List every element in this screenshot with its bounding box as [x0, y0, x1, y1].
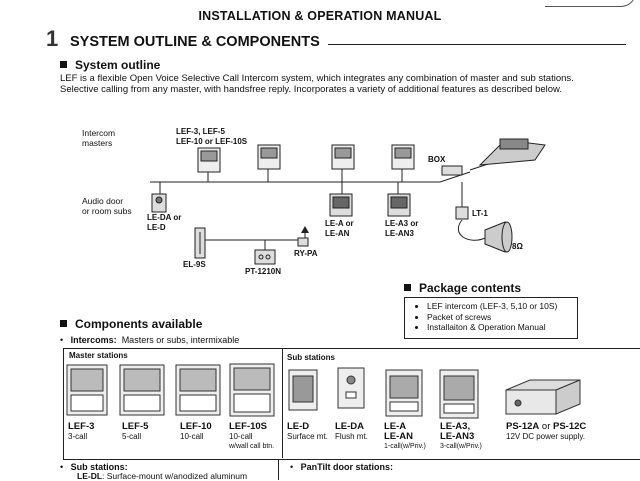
sub-le-a	[384, 422, 426, 452]
le-dl-name: LE-DL	[77, 471, 103, 481]
pt1210n-label: PT-1210N	[245, 267, 282, 276]
le-a-image	[386, 370, 422, 416]
section-title: SYSTEM OUTLINE & COMPONENTS	[70, 34, 320, 50]
sub-unit-le-da	[152, 194, 166, 212]
package-item: • Packet of screws	[427, 312, 577, 323]
lt1-transformer	[456, 207, 468, 219]
package-item: • Installaiton & Operation Manual	[427, 322, 577, 333]
master-unit-2	[258, 145, 280, 169]
le-a-label: LE-A or LE-AN	[325, 219, 354, 238]
master-desc: 10-call	[229, 432, 253, 441]
bullet-square-icon	[60, 320, 67, 327]
ry-pa-unit	[298, 238, 308, 246]
le-a3-label: LE-A3 or LE-AN3	[385, 219, 419, 238]
power-supply	[506, 422, 586, 442]
sub-unit-le-a	[330, 194, 352, 216]
lef-3-image	[67, 365, 107, 415]
sub-desc: Surface mt.	[287, 432, 328, 441]
lef-models-label-1: LEF-3, LEF-5	[176, 127, 225, 136]
lt1-label: LT-1	[472, 209, 488, 218]
components-heading	[60, 317, 202, 331]
system-outline-heading-text: System outline	[75, 58, 161, 72]
pantilt-bullet: • PanTilt door stations:	[290, 462, 393, 472]
el9s-unit	[195, 228, 205, 258]
console-unit	[480, 139, 545, 165]
master-stations-label: Master stations	[69, 351, 128, 360]
power-supply-or: or	[539, 421, 553, 432]
sub-le-a3	[440, 422, 482, 452]
sub-le-da	[335, 422, 368, 442]
le-da-label: LE-DA or LE-D	[147, 213, 182, 232]
package-item: • LEF intercom (LEF-3, 5,10 or 10S)	[427, 301, 577, 312]
sub-name: LE-A3,	[440, 421, 471, 432]
ohm-label: 8Ω	[512, 242, 523, 251]
master-unit-3	[332, 145, 354, 169]
master-lef-5	[122, 422, 148, 442]
master-unit-4	[392, 145, 414, 169]
master-desc: 10-call	[180, 432, 204, 441]
power-supply-name-a: PS-12A	[506, 421, 540, 432]
ry-pa-label: RY-PA	[294, 249, 318, 258]
sub-stations-bullet: • Sub stations:	[60, 462, 128, 472]
lef-10-image	[176, 365, 220, 415]
manual-title: INSTALLATION & OPERATION MANUAL	[198, 9, 442, 23]
sub-name: LE-A	[384, 421, 407, 432]
le-d-image	[289, 370, 317, 410]
le-dl-desc: : Surface-mount w/anodized aluminum	[102, 471, 248, 481]
pantilt-label: PanTilt door stations:	[300, 462, 393, 472]
intercoms-label: Intercoms:	[70, 335, 117, 345]
master-name: LEF-10S	[229, 421, 268, 432]
le-da-image	[338, 368, 364, 408]
sub-le-d	[287, 422, 328, 442]
el9s-label: EL-9S	[183, 260, 206, 269]
sub-stations-bullet-label: Sub stations:	[70, 462, 128, 472]
master-lef-10s	[229, 422, 274, 451]
sub-desc: Flush mt.	[335, 432, 368, 441]
sub-unit-le-a3	[388, 194, 410, 216]
intercom-masters-label: Intercom masters	[82, 128, 116, 148]
horn-speaker-icon	[485, 222, 512, 252]
component-images	[0, 340, 640, 460]
bullet-square-icon	[404, 284, 411, 291]
pt1210n-unit	[255, 250, 275, 264]
sub-name: LE-DA	[335, 421, 365, 432]
master-lef-3	[68, 422, 94, 442]
intercoms-text: Masters or subs, intermixable	[121, 335, 240, 345]
arrow-up-icon	[301, 226, 309, 233]
master-desc: 3-call	[68, 432, 88, 441]
lower-divider	[278, 460, 279, 480]
master-name: LEF-3	[68, 421, 95, 432]
junction-box	[442, 166, 462, 175]
intercoms-line: • Intercoms: Masters or subs, intermixable	[60, 335, 240, 345]
master-lef-10	[180, 422, 212, 442]
power-supply-name	[506, 422, 586, 432]
lef-10s-image	[230, 364, 274, 416]
master-desc-extra: w/wall call btn.	[229, 442, 275, 450]
components-heading-text: Components available	[75, 317, 203, 331]
lef-models-label-2: LEF-10 or LEF-10S	[176, 137, 248, 146]
package-contents-heading-text: Package contents	[419, 281, 522, 295]
master-name: LEF-5	[122, 421, 149, 432]
ps-12-image	[506, 380, 580, 414]
sub-name: LE-D	[287, 421, 310, 432]
power-supply-desc: 12V DC power supply.	[506, 432, 585, 441]
power-supply-name-b: PS-12C	[553, 421, 587, 432]
audio-door-label: Audio door or room subs	[82, 196, 132, 216]
sub-stations-label: Sub stations	[287, 353, 336, 362]
section-number: 1	[46, 26, 59, 51]
system-outline-paragraph: LEF is a flexible Open Voice Selective Call Intercom system, which integrates any combination of master and sub stations. Selective calling from any master, with handsfree reply. Incorporates a variety of additional features as described below.	[60, 73, 574, 95]
sub-name-alt: LE-AN	[384, 431, 414, 442]
le-a3-image	[440, 370, 478, 418]
package-contents-box	[404, 297, 578, 339]
master-desc: 5-call	[122, 432, 142, 441]
master-name: LEF-10	[180, 421, 212, 432]
package-contents-heading	[404, 281, 521, 295]
master-unit-1	[198, 148, 220, 172]
lef-5-image	[120, 365, 164, 415]
box-label: BOX	[428, 155, 446, 164]
sub-desc: 1-call(w/Priv.)	[384, 443, 426, 450]
sub-desc: 3-call(w/Priv.)	[440, 443, 482, 450]
sub-name-alt: LE-AN3	[440, 431, 475, 442]
